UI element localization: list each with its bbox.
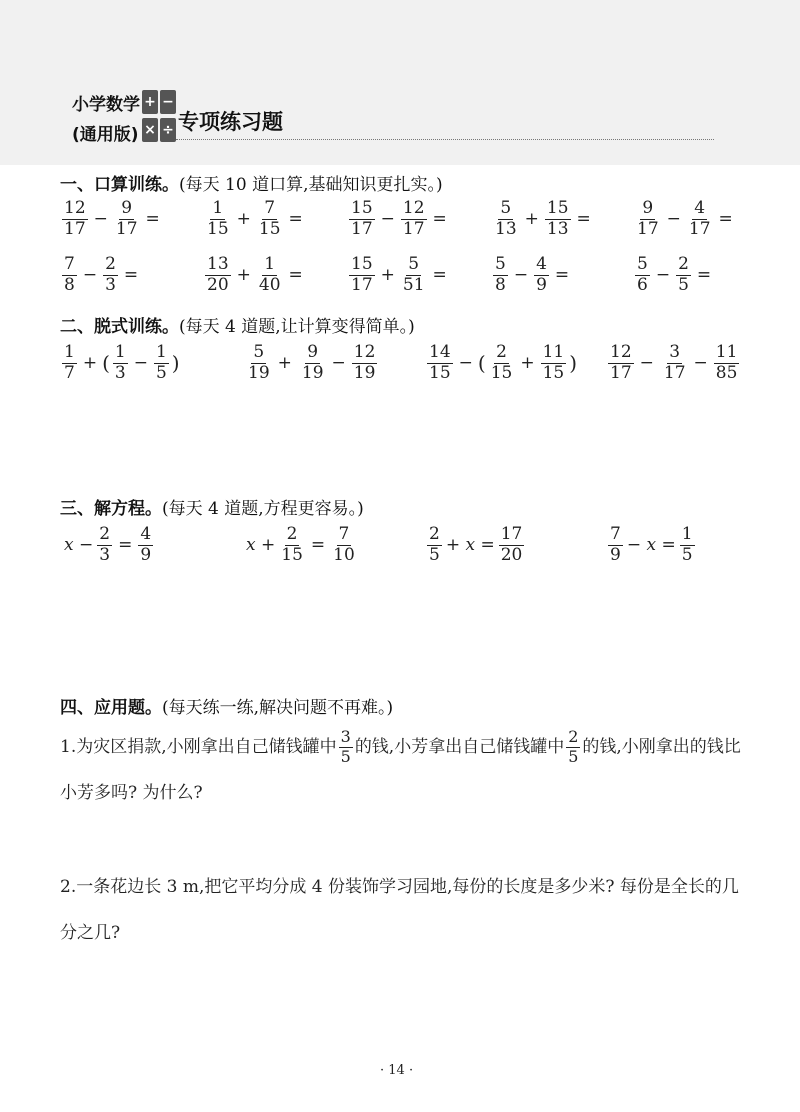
oral-expression: $\frac{13}{20}$ + $\frac{1}{40}$ =	[207, 254, 303, 295]
oral-expression: $\frac{5}{13}$ + $\frac{15}{13}$ =	[495, 198, 591, 239]
minus-icon: −	[160, 90, 176, 114]
plus-icon: +	[142, 90, 158, 114]
fraction: $\frac{5}{51}$	[402, 254, 425, 295]
fraction: $\frac{2}{15}$	[281, 524, 303, 565]
fraction: $\frac{4}{17}$	[688, 198, 711, 239]
fraction: $\frac{4}{9}$	[536, 254, 547, 295]
stepwise-expression: $\frac{1}{7}$ + ( $\frac{1}{3}$ − $\frac{1}{5}$ )	[64, 342, 180, 383]
word-problem-1: 1.为灾区捐款,小刚拿出自己储钱罐中 $\frac{3}{5}$ 的钱,小芳拿出自己储钱罐中 $\frac{2}{5}$ 的钱,小刚拿出的钱比小芳多吗? 为什么?	[60, 727, 741, 803]
fraction: $\frac{9}{19}$	[301, 342, 324, 383]
fraction: $\frac{15}{17}$	[351, 198, 373, 239]
fraction: $\frac{3}{17}$	[663, 342, 686, 383]
section-title-equations: 三、解方程。(每天 4 道题,方程更容易。)	[60, 499, 364, 519]
stepwise-expression: $\frac{5}{19}$ + $\frac{9}{19}$ − $\frac{12}{19}$	[248, 342, 376, 383]
word-problem-2: 2.一条花边长 3 m,把它平均分成 4 份装饰学习园地,每份的长度是多少米? 每份是全长的几分之几?	[60, 877, 739, 943]
fraction: $\frac{1}{5}$	[681, 524, 693, 565]
fraction: $\frac{7}{15}$	[258, 198, 281, 239]
fraction: $\frac{5}{8}$	[495, 254, 506, 295]
fraction: $\frac{7}{9}$	[610, 524, 621, 565]
times-icon: ×	[142, 118, 158, 142]
equation: x − $\frac{2}{3}$ = $\frac{4}{9}$	[64, 524, 152, 565]
fraction: $\frac{9}{17}$	[637, 198, 659, 239]
brand-edition: (通用版)	[72, 125, 139, 145]
stepwise-expression: $\frac{12}{17}$ − $\frac{3}{17}$ − $\frac{11}{85}$	[610, 342, 738, 383]
fraction: $\frac{12}{17}$	[610, 342, 632, 383]
fraction: $\frac{1}{40}$	[258, 254, 281, 295]
fraction: $\frac{1}{15}$	[207, 198, 229, 239]
fraction: $\frac{1}{7}$	[64, 342, 75, 383]
fraction: $\frac{2}{5}$	[429, 524, 440, 565]
fraction: $\frac{9}{17}$	[115, 198, 138, 239]
equation: $\frac{7}{9}$ − x = $\frac{1}{5}$	[610, 524, 693, 565]
series-title: 专项练习题	[178, 110, 283, 134]
section-title-oral: 一、口算训练。(每天 10 道口算,基础知识更扎实。)	[60, 175, 443, 195]
fraction: $\frac{11}{15}$	[542, 342, 565, 383]
oral-expression: $\frac{12}{17}$ − $\frac{9}{17}$ =	[64, 198, 160, 239]
fraction: $\frac{2}{3}$	[105, 254, 116, 295]
fraction: $\frac{4}{9}$	[140, 524, 152, 565]
fraction: $\frac{13}{20}$	[207, 254, 229, 295]
oral-expression: $\frac{9}{17}$ − $\frac{4}{17}$ =	[637, 198, 733, 239]
fraction: $\frac{7}{8}$	[64, 254, 75, 295]
oral-expression: $\frac{15}{17}$ − $\frac{12}{17}$ =	[351, 198, 447, 239]
oral-expression: $\frac{5}{6}$ − $\frac{2}{5}$ =	[637, 254, 712, 295]
divide-icon: ÷	[160, 118, 176, 142]
fraction: $\frac{5}{6}$	[637, 254, 648, 295]
equation: $\frac{2}{5}$ + x = $\frac{17}{20}$	[429, 524, 523, 565]
fraction: $\frac{2}{5}$	[678, 254, 689, 295]
oral-expression: $\frac{1}{15}$ + $\frac{7}{15}$ =	[207, 198, 303, 239]
equation: x + $\frac{2}{15}$ = $\frac{7}{10}$	[246, 524, 355, 565]
brand-title: 小学数学	[72, 95, 140, 115]
fraction: $\frac{12}{17}$	[64, 198, 86, 239]
fraction: $\frac{5}{19}$	[248, 342, 270, 383]
fraction: $\frac{2}{15}$	[490, 342, 513, 383]
page-number: · 14 ·	[380, 1063, 414, 1078]
oral-expression: $\frac{5}{8}$ − $\frac{4}{9}$ =	[495, 254, 570, 295]
stepwise-expression: $\frac{14}{15}$ − ( $\frac{2}{15}$ + $\frac{11}{15}$ )	[429, 342, 578, 383]
operator-icons	[142, 90, 176, 142]
fraction: $\frac{1}{5}$	[155, 342, 167, 383]
fraction: $\frac{17}{20}$	[500, 524, 523, 565]
oral-expression: $\frac{7}{8}$ − $\frac{2}{3}$ =	[64, 254, 139, 295]
fraction: $\frac{1}{3}$	[114, 342, 126, 383]
fraction: $\frac{15}{13}$	[546, 198, 569, 239]
fraction: $\frac{2}{3}$	[99, 524, 111, 565]
fraction: $\frac{3}{5}$	[340, 727, 351, 766]
oral-expression: $\frac{15}{17}$ + $\frac{5}{51}$ =	[351, 254, 447, 295]
fraction: $\frac{2}{5}$	[568, 727, 579, 766]
section-title-stepwise: 二、脱式训练。(每天 4 道题,让计算变得简单。)	[60, 317, 415, 337]
section-title-word-problems: 四、应用题。(每天练一练,解决问题不再难。)	[60, 698, 394, 718]
fraction: $\frac{12}{17}$	[402, 198, 425, 239]
fraction: $\frac{11}{85}$	[715, 342, 738, 383]
header-divider	[176, 139, 714, 140]
fraction: $\frac{14}{15}$	[429, 342, 451, 383]
fraction: $\frac{5}{13}$	[495, 198, 517, 239]
fraction: $\frac{7}{10}$	[333, 524, 355, 565]
fraction: $\frac{12}{19}$	[353, 342, 376, 383]
fraction: $\frac{15}{17}$	[351, 254, 373, 295]
